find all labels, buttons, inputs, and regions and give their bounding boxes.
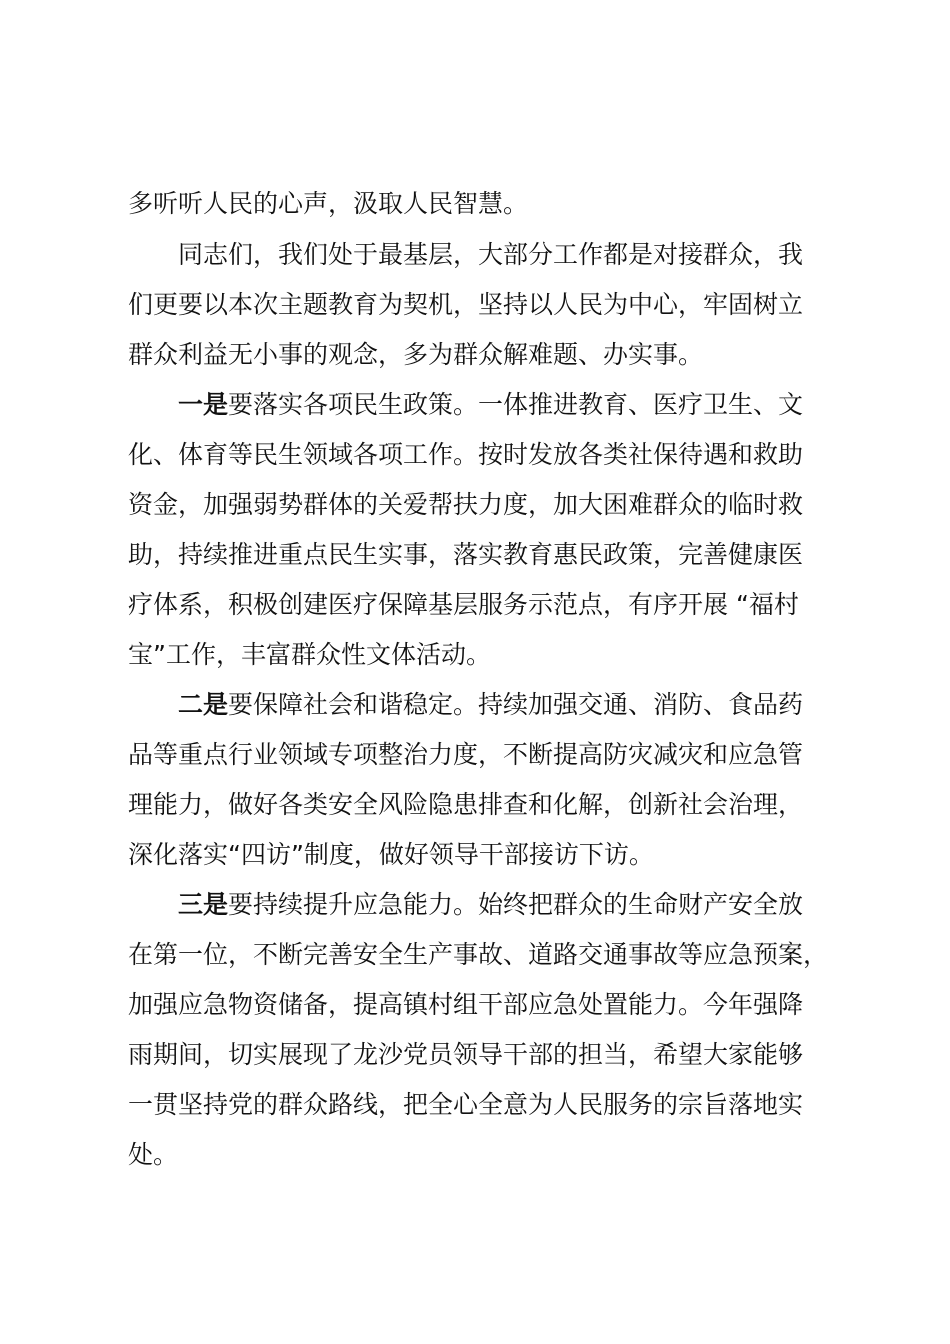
paragraph-3-line-2: 化、体育等民生领域各项工作。按时发放各类社保待遇和救助 [128, 440, 804, 469]
paragraph-2-line-3: 群众利益无小事的观念，多为群众解难题、办实事。 [128, 340, 704, 369]
paragraph-3-line-1 [178, 388, 803, 422]
paragraph-5-line-1 [178, 888, 803, 922]
paragraph-4-line-2: 品等重点行业领域专项整治力度，不断提高防灾减灾和应急管 [128, 740, 804, 769]
paragraph-5-line-2: 在第一位，不断完善安全生产事故、道路交通事故等应急预案， [128, 940, 829, 969]
paragraph-3-lead: 一是 [178, 390, 229, 419]
paragraph-5-line-1-text: 要持续提升应急能力。始终把群众的生命财产安全放 [228, 890, 804, 919]
paragraph-2-line-1: 同志们，我们处于最基层，大部分工作都是对接群众，我 [178, 240, 804, 269]
paragraph-4-line-3: 理能力，做好各类安全风险隐患排查和化解，创新社会治理， [128, 790, 804, 819]
paragraph-5-line-4: 雨期间，切实展现了龙沙党员领导干部的担当，希望大家能够 [128, 1040, 804, 1069]
paragraph-3-line-6: 宝”工作，丰富群众性文体活动。 [128, 640, 491, 669]
paragraph-4-line-1-text: 要保障社会和谐稳定。持续加强交通、消防、食品药 [228, 690, 804, 719]
paragraph-5-line-3: 加强应急物资储备，提高镇村组干部应急处置能力。今年强降 [128, 990, 804, 1019]
paragraph-3-line-4: 助，持续推进重点民生实事，落实教育惠民政策，完善健康医 [128, 540, 804, 569]
paragraph-3-line-5: 疗体系，积极创建医疗保障基层服务示范点，有序开展 “福村 [128, 590, 799, 619]
paragraph-3-line-1-text: 要落实各项民生政策。一体推进教育、医疗卫生、文 [228, 390, 804, 419]
paragraph-5-line-5: 一贯坚持党的群众路线，把全心全意为人民服务的宗旨落地实 [128, 1090, 804, 1119]
paragraph-4-line-1 [178, 688, 803, 722]
paragraph-4-line-4: 深化落实“四访”制度，做好领导干部接访下访。 [128, 840, 654, 869]
paragraph-1-line-1: 多听听人民的心声，汲取人民智慧。 [128, 189, 529, 218]
paragraph-5-line-6: 处。 [128, 1140, 179, 1169]
paragraph-3-line-3: 资金，加强弱势群体的关爱帮扶力度，加大困难群众的临时救 [128, 490, 804, 519]
paragraph-5-lead: 三是 [178, 890, 229, 919]
paragraph-4-lead: 二是 [178, 690, 229, 719]
paragraph-2-line-2: 们更要以本次主题教育为契机，坚持以人民为中心，牢固树立 [128, 290, 804, 319]
